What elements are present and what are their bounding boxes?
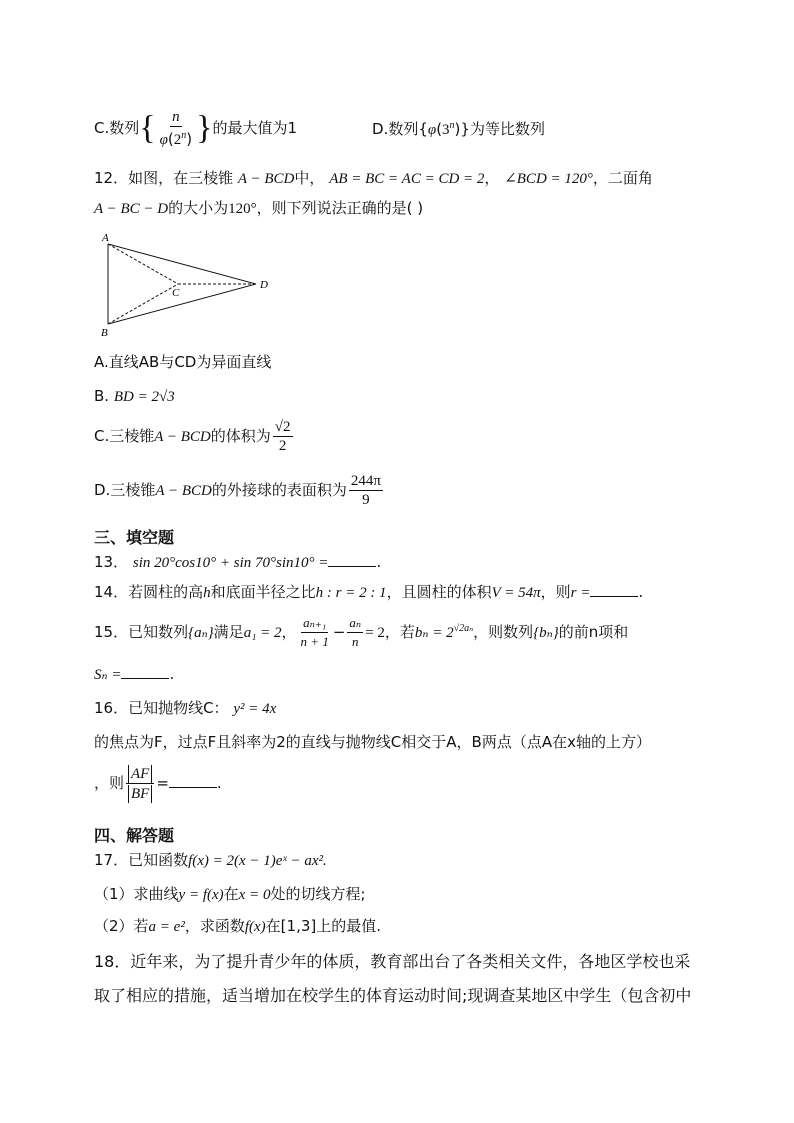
q17-part2: （2）若a = e²，求函数f(x)在[1,3]上的最值. [94, 917, 381, 935]
section-heading-fill-in: 三、填空题 [94, 528, 175, 547]
q12-stem-line2: A − BC − D的大小为120°，则下列说法正确的是( ) [94, 199, 424, 217]
q12-stem-line1: 12．如图，在三棱锥 A − BCD中， AB = BC = AC = CD = 2， ∠BCD = 120°，二面角 [94, 169, 653, 187]
q12-option-b: B. BD = 2√3 [94, 387, 175, 405]
vertex-c: C [172, 287, 180, 299]
vertex-a: A [102, 232, 109, 244]
q12-option-d: D.三棱锥A − BCD的外接球的表面积为 $\frac{244\pi}{9}$ [94, 473, 381, 508]
q18-line2: 取了相应的措施，适当增加在校学生的体育运动时间;现调查某地区中学生（包含初中 [94, 986, 692, 1005]
q11-option-c: C.数列{ $\frac{n}{\varphi(2^n)}$ }的最大值为1 [94, 109, 297, 148]
q14: 14．若圆柱的高h和底面半径之比h : r = 2 : 1，且圆柱的体积V = 54π，则r = . [94, 583, 644, 601]
vertex-d: D [260, 279, 268, 291]
q15-line2: Sₙ = . [94, 665, 175, 683]
q16-line2: 的焦点为F，过点F且斜率为2的直线与抛物线C相交于A，B两点（点A在x轴的上方） [94, 733, 651, 751]
q17-stem: 17．已知函数f(x) = 2(x − 1)eˣ − ax². [94, 851, 327, 869]
q13: 13． sin 20°cos10° + sin 70°sin10° = . [94, 553, 382, 571]
q16-line3: ，则 $\frac{AF}{BF}$ = . [94, 766, 222, 802]
q15-line1: 15．已知数列{aₙ}满足a₁ = 2， $\frac{\text{aₙ₊₁}}{n + 1}$ − $\frac{\text{aₙ}}{n}$ = 2，若$b_n = 2^{√2a_n}$，则数列{bₙ}的前n项和 [94, 615, 629, 649]
q17-part1: （1）求曲线y = f(x)在x = 0处的切线方程; [94, 885, 366, 903]
q16-line1: 16．已知抛物线C： y² = 4x [94, 699, 277, 717]
q12-option-c: C.三棱锥A − BCD的体积为 $\frac{√2}{2}$ [94, 419, 291, 454]
q11-option-d: D.数列{φ(3$^n$)}为等比数列 [372, 120, 545, 138]
section-heading-answer: 四、解答题 [94, 826, 175, 845]
vertex-b: B [101, 327, 108, 338]
tetrahedron-figure [96, 232, 276, 338]
answer-blank[interactable] [121, 664, 169, 679]
q18-line1: 18．近年来，为了提升青少年的体质，教育部出台了各类相关文件，各地区学校也采 [94, 952, 691, 971]
answer-blank[interactable] [328, 552, 376, 567]
answer-blank[interactable] [169, 773, 217, 788]
q12-option-a: A.直线AB与CD为异面直线 [94, 353, 272, 371]
answer-blank[interactable] [590, 582, 638, 597]
